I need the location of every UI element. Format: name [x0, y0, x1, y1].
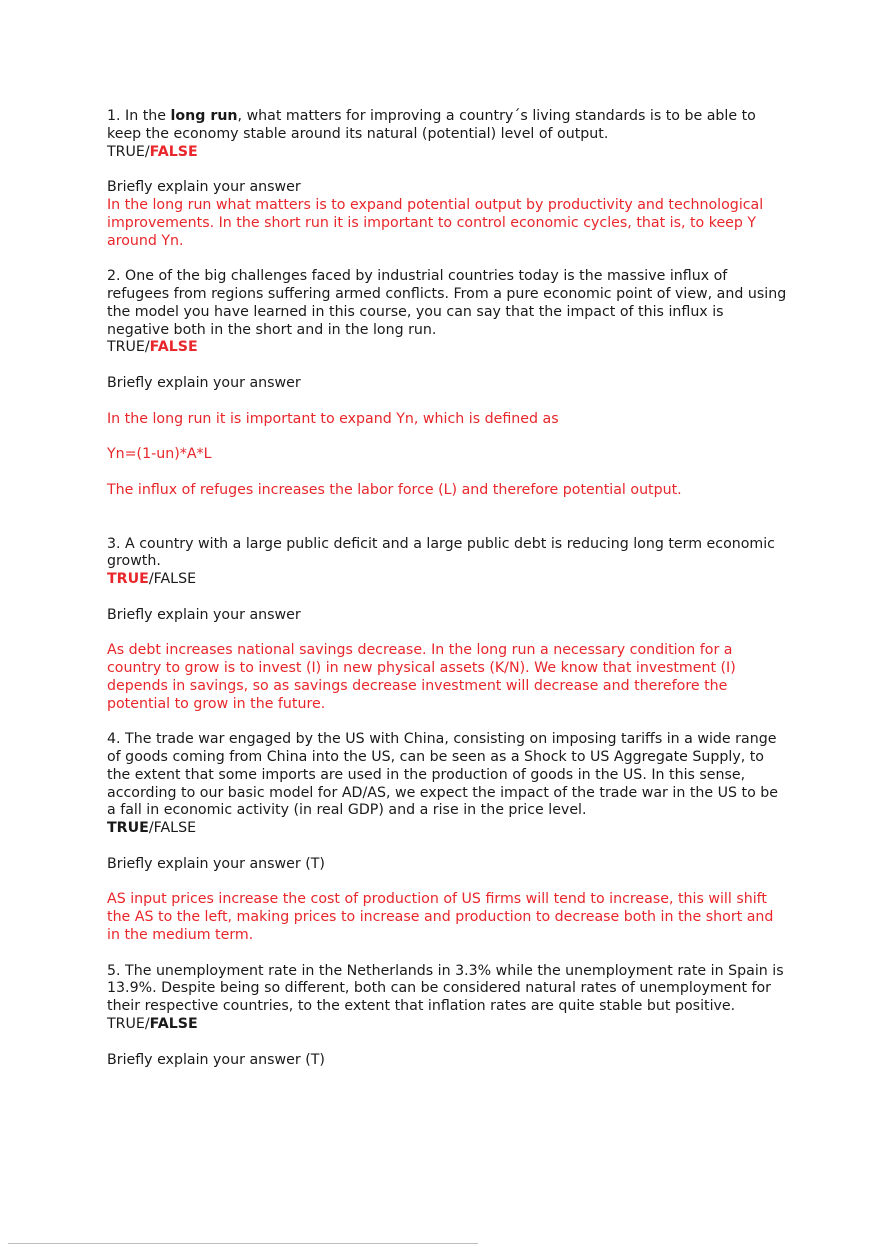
q2-true: TRUE/ [107, 339, 150, 356]
q5-false-selected: FALSE [149, 1016, 198, 1033]
q1-false-selected: FALSE [149, 143, 198, 160]
q5-true: TRUE/ [107, 1016, 150, 1033]
q3-true-selected: TRUE [107, 571, 149, 588]
question-4-true-false [107, 820, 787, 838]
q1-text-after: , what matters for improving a country´s living standards is to be able to keep the economy stable around its natural (potential) level of output. [107, 108, 756, 142]
question-2-answer-3: The influx of refuges increases the labor force (L) and therefore potential output. [107, 481, 682, 498]
question-1-answer: In the long run what matters is to expand potential output by productivity and technological improvements. In the short run it is important to control economic cycles, that is, to keep Y around Yn. [107, 196, 764, 249]
question-2-explain-label: Briefly explain your answer [107, 374, 301, 391]
q1-text-before: 1. In the [107, 108, 171, 124]
question-1-text [107, 108, 787, 144]
question-2-answer-1: In the long run it is important to expand Yn, which is defined as [107, 410, 559, 427]
q1-bold-long-run: long run [170, 108, 238, 124]
q1-true: TRUE/ [107, 143, 150, 160]
question-1-explain-label: Briefly explain your answer [107, 179, 301, 196]
document-page [107, 108, 787, 1069]
question-5-text: 5. The unemployment rate in the Netherlands in 3.3% while the unemployment rate in Spain is 13.9%. Despite being so different, both can be considered natural rates of unemployment for their respective countries, to the extent that inflation rates are quite stable but positive. [107, 962, 784, 1015]
question-5-explain-label: Briefly explain your answer (T) [107, 1051, 325, 1068]
question-1-true-false [107, 144, 787, 162]
question-3-explain-label: Briefly explain your answer [107, 606, 301, 623]
question-2-text: 2. One of the big challenges faced by industrial countries today is the massive influx of refugees from regions suffering armed conflicts. From a pure economic point of view, and using the model you have learned in this course, you can say that the impact of this influx is negative both in the short and in the long run. [107, 268, 787, 338]
q2-false-selected: FALSE [149, 339, 198, 356]
question-4-answer: AS input prices increase the cost of production of US firms will tend to increase, this will shift the AS to the left, making prices to increase and production to decrease both in the short and in the medium term. [107, 891, 774, 944]
question-2-answer-formula: Yn=(1-un)*A*L [107, 446, 212, 463]
question-4-text: 4. The trade war engaged by the US with China, consisting on imposing tariffs in a wide range of goods coming from China into the US, can be seen as a Shock to US Aggregate Supply, to the extent that some imports are used in the production of goods in the US. In this sense, according to our basic model for AD/AS, we expect the impact of the trade war in the US to be a fall in economic activity (in real GDP) and a rise in the price level. [107, 731, 778, 819]
question-3-true-false [107, 571, 787, 589]
q4-false: /FALSE [148, 820, 197, 837]
question-4-explain-label: Briefly explain your answer (T) [107, 855, 325, 872]
question-3-text: 3. A country with a large public deficit and a large public debt is reducing long term economic growth. [107, 535, 775, 570]
question-5-true-false [107, 1016, 787, 1034]
q3-false: /FALSE [148, 571, 197, 588]
footer-divider [8, 1243, 478, 1244]
question-2-true-false [107, 339, 787, 357]
question-3-answer: As debt increases national savings decrease. In the long run a necessary condition for a country to grow is to invest (I) in new physical assets (K/N). We know that investment (I) depends in savings, so as savings decrease investment will decrease and therefore the potential to grow in the future. [107, 642, 736, 712]
q4-true-selected: TRUE [107, 820, 149, 837]
